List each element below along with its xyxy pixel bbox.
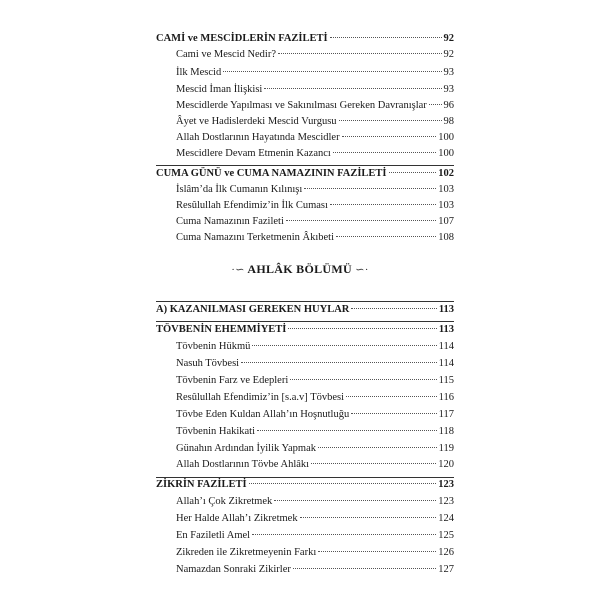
toc-page-number: 116 xyxy=(438,392,454,403)
toc-page-number: 113 xyxy=(438,304,454,315)
section-title-text: AHLÂK BÖLÜMÜ xyxy=(247,262,352,276)
toc-leader-dots xyxy=(249,483,437,484)
toc-leader-dots xyxy=(223,71,441,72)
toc-heading-kazanilmasi xyxy=(156,301,454,318)
toc-leader-dots xyxy=(274,500,436,501)
toc-leader-dots xyxy=(346,396,437,397)
toc-leader-dots xyxy=(333,152,436,153)
toc-leader-dots xyxy=(339,120,442,121)
toc-page-number: 100 xyxy=(438,148,454,159)
toc-page-number: 117 xyxy=(438,409,454,420)
toc-page-number: 115 xyxy=(438,375,454,386)
toc-heading-title: TÖVBENİN EHEMMİYETİ xyxy=(156,324,287,335)
toc-leader-dots xyxy=(278,53,441,54)
toc-page-number: 102 xyxy=(438,168,454,179)
toc-item xyxy=(176,113,454,130)
toc-item xyxy=(176,355,454,372)
toc-item xyxy=(176,181,454,198)
toc-item-title: Tövbenin Hükmü xyxy=(176,341,251,352)
toc-page-number: 103 xyxy=(438,184,454,195)
toc-page-number: 103 xyxy=(438,200,454,211)
toc-item xyxy=(176,81,454,98)
toc-leader-dots xyxy=(288,328,436,329)
toc-heading-title: ZİKRİN FAZİLETİ xyxy=(156,479,247,490)
toc-page-number: 125 xyxy=(438,530,454,541)
toc-leader-dots xyxy=(264,88,441,89)
toc-page-number: 108 xyxy=(438,232,454,243)
toc-item-title: Mescid İman İlişkisi xyxy=(176,84,263,95)
toc-heading-title: CUMA GÜNÜ ve CUMA NAMAZININ FAZİLETİ xyxy=(156,168,387,179)
toc-page-number: 93 xyxy=(443,67,454,78)
toc-item xyxy=(176,527,454,544)
ornament-left-icon: ·∽ xyxy=(231,264,245,276)
toc-item-title: Allah Dostlarının Tövbe Ahlâkı xyxy=(176,459,310,470)
toc-leader-dots xyxy=(241,362,437,363)
toc-page-number: 114 xyxy=(438,358,454,369)
toc-item xyxy=(176,456,454,473)
toc-leader-dots xyxy=(257,430,437,431)
toc-heading-tovbe xyxy=(156,321,454,338)
toc-heading-cuma xyxy=(156,165,454,182)
toc-item-title: Zikreden ile Zikretmeyenin Farkı xyxy=(176,547,317,558)
toc-item-title: Cuma Namazını Terketmenin Âkıbeti xyxy=(176,232,334,243)
toc-item xyxy=(176,544,454,561)
toc-item xyxy=(176,493,454,510)
toc-item xyxy=(176,145,454,162)
toc-page-number: 126 xyxy=(438,547,454,558)
toc-item-title: Tövbe Eden Kuldan Allah’ın Hoşnutluğu xyxy=(176,409,350,420)
toc-item-title: Tövbenin Hakikati xyxy=(176,426,256,437)
toc-item-title: Cuma Namazının Fazileti xyxy=(176,216,284,227)
toc-item xyxy=(176,510,454,527)
toc-leader-dots xyxy=(252,345,436,346)
toc-page-number: 92 xyxy=(443,49,454,60)
toc-item-title: Tövbenin Farz ve Edepleri xyxy=(176,375,289,386)
toc-item xyxy=(176,129,454,146)
toc-page-number: 114 xyxy=(438,341,454,352)
toc-leader-dots xyxy=(311,463,436,464)
toc-leader-dots xyxy=(389,172,437,173)
toc-item-title: Âyet ve Hadislerdeki Mescid Vurgusu xyxy=(176,116,337,127)
toc-leader-dots xyxy=(290,379,436,380)
toc-item xyxy=(176,338,454,355)
toc-item-title: Nasuh Tövbesi xyxy=(176,358,240,369)
toc-item xyxy=(176,46,454,63)
ornament-right-icon: ∽· xyxy=(355,264,369,276)
toc-item-title: Her Halde Allah’ı Zikretmek xyxy=(176,513,298,524)
toc-leader-dots xyxy=(351,413,436,414)
toc-leader-dots xyxy=(300,517,437,518)
toc-item xyxy=(176,440,454,457)
toc-page-number: 100 xyxy=(438,132,454,143)
toc-item xyxy=(176,229,454,246)
toc-page-number: 119 xyxy=(438,443,454,454)
toc-leader-dots xyxy=(293,568,436,569)
toc-leader-dots xyxy=(330,204,436,205)
toc-leader-dots xyxy=(429,104,442,105)
toc-item xyxy=(176,372,454,389)
toc-leader-dots xyxy=(304,188,436,189)
toc-heading-cami xyxy=(156,30,454,47)
toc-heading-title: CAMİ ve MESCİDLERİN FAZİLETİ xyxy=(156,33,328,44)
toc-item-title: İlk Mescid xyxy=(176,67,222,78)
toc-item xyxy=(176,97,454,114)
toc-heading-title: A) KAZANILMASI GEREKEN HUYLAR xyxy=(156,304,350,315)
toc-leader-dots xyxy=(252,534,436,535)
toc-page-number: 96 xyxy=(443,100,454,111)
toc-item xyxy=(176,213,454,230)
toc-item-title: Allah Dostlarının Hayatında Mescidler xyxy=(176,132,340,143)
toc-item xyxy=(176,423,454,440)
toc-item-title: En Faziletli Amel xyxy=(176,530,251,541)
toc-item xyxy=(176,389,454,406)
toc-page-number: 93 xyxy=(443,84,454,95)
toc-heading-zikir xyxy=(156,476,454,493)
toc-page-number: 113 xyxy=(438,324,454,335)
toc-item xyxy=(176,64,454,81)
toc-item-title: Resûlullah Efendimiz’in İlk Cuması xyxy=(176,200,328,211)
toc-page-number: 123 xyxy=(438,496,454,507)
toc-page-number: 107 xyxy=(438,216,454,227)
section-title xyxy=(0,262,600,277)
toc-page-number: 127 xyxy=(438,564,454,575)
toc-item xyxy=(176,197,454,214)
toc-item-title: Günahın Ardından İyilik Yapmak xyxy=(176,443,316,454)
toc-leader-dots xyxy=(351,308,436,309)
toc-item-title: Allah’ı Çok Zikretmek xyxy=(176,496,273,507)
toc-leader-dots xyxy=(330,37,442,38)
toc-item xyxy=(176,406,454,423)
toc-item xyxy=(176,561,454,578)
toc-leader-dots xyxy=(318,551,436,552)
toc-item-title: Mescidlere Devam Etmenin Kazancı xyxy=(176,148,331,159)
toc-leader-dots xyxy=(286,220,436,221)
toc-item-title: Mescidlerde Yapılması ve Sakınılması Gereken Davranışlar xyxy=(176,100,427,111)
toc-page-number: 92 xyxy=(443,33,454,44)
toc-page-number: 118 xyxy=(438,426,454,437)
toc-item-title: Cami ve Mescid Nedir? xyxy=(176,49,277,60)
toc-item-title: Resûlullah Efendimiz’in [s.a.v] Tövbesi xyxy=(176,392,345,403)
toc-page-number: 98 xyxy=(443,116,454,127)
toc-leader-dots xyxy=(318,447,437,448)
toc-item-title: İslâm’da İlk Cumanın Kılınışı xyxy=(176,184,303,195)
toc-page-number: 120 xyxy=(438,459,454,470)
toc-leader-dots xyxy=(342,136,437,137)
toc-page-number: 124 xyxy=(438,513,454,524)
toc-leader-dots xyxy=(336,236,436,237)
toc-item-title: Namazdan Sonraki Zikirler xyxy=(176,564,291,575)
toc-page-number: 123 xyxy=(438,479,454,490)
